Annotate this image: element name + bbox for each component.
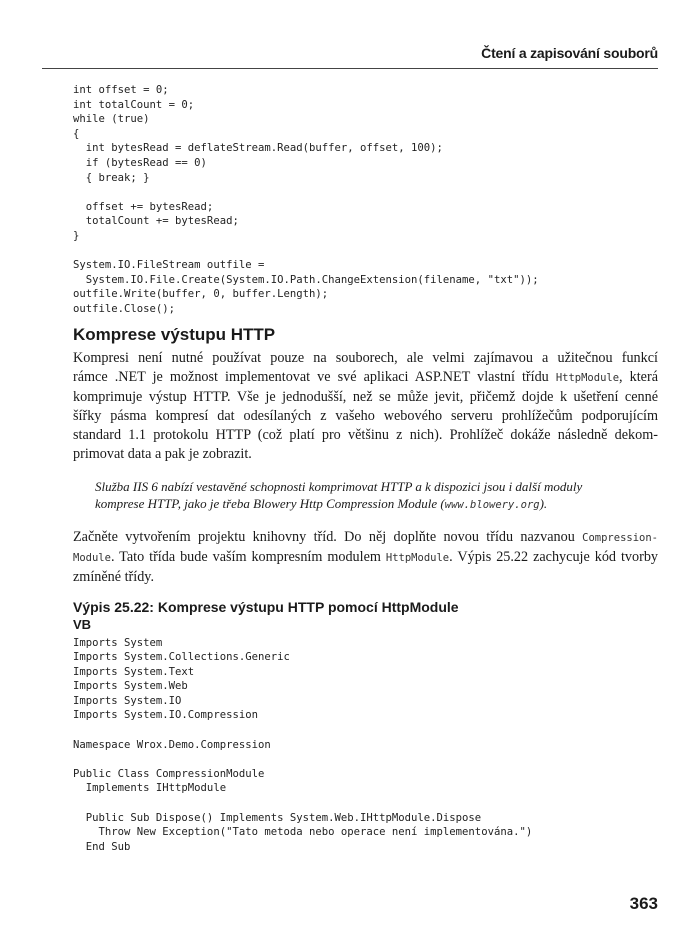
code-line: outfile.Close(); [73,302,176,315]
code-line: int offset = 0; [73,84,169,96]
note-line: Služba IIS 6 nabízí vestavěné schopnosti komprimovat HTTP a k dispozici jsou i další moduly [95,478,583,494]
code-line [73,723,658,738]
text-line: zmíněné třídy. [73,568,155,585]
paragraph-instructions [73,528,658,587]
text-line: šířky pásma kompresí dat odesílaných z vašeho webového serveru prohlížečům podporujícím [73,407,658,424]
text-line: Kompresi není nutné používat pouze na souborech, ale velmi zajímavou a užitečnou funkcí [73,349,658,366]
text-line [73,528,658,548]
code-line: Namespace Wrox.Demo.Compression [73,738,271,751]
code-line: { [73,127,80,140]
paragraph-intro [73,349,658,464]
header-rule [42,68,658,69]
code-line [73,796,658,811]
inline-code: HttpModule [385,551,450,564]
code-line: Imports System.IO [73,694,182,707]
text-line [73,368,658,388]
code-line: Imports System.Web [73,680,188,693]
inline-code: HttpModule [555,371,620,384]
inline-code: www.blowery.org [444,498,540,511]
running-header-title: Čtení a zapisování souborů [481,45,658,61]
code-line [73,244,658,259]
code-line: } [73,229,80,242]
code-line: totalCount += bytesRead; [73,215,239,228]
code-line: Imports System.Collections.Generic [73,651,290,664]
text-run: . Tato třída bude vaším kompresním modulem [110,548,386,565]
code-line: offset += bytesRead; [73,200,214,213]
listing-title: Výpis 25.22: Komprese výstupu HTTP pomocí HttpModule [73,598,459,615]
code-line: System.IO.FileStream outfile = [73,259,265,272]
code-line: System.IO.File.Create(System.IO.Path.ChangeExtension(filename, "txt")); [73,273,539,286]
note-line [95,495,658,514]
text-run: , která [619,368,658,385]
code-line: Throw New Exception("Tato metoda nebo operace není implementována.") [73,826,533,839]
section-heading: Komprese výstupu HTTP [73,324,276,344]
page-content [73,83,658,854]
code-line: Public Sub Dispose() Implements System.Web.IHttpModule.Dispose [73,811,482,824]
code-line: int bytesRead = deflateStream.Read(buffer, offset, 100); [73,142,443,155]
code-block-csharp [73,83,658,317]
code-line: Imports System [73,636,163,649]
code-line: outfile.Write(buffer, 0, buffer.Length); [73,288,329,301]
text-line: komprimuje výstup HTTP. Vše je jednodušší, než se může jevit, přičemž dojde k ušetření cenné [73,388,658,405]
text-run: Začněte vytvořením projektu knihovny tříd. Do něj doplňte novou třídu nazvanou [73,528,583,545]
code-line: if (bytesRead == 0) [73,156,207,169]
code-line: Imports System.Text [73,665,195,678]
text-line [73,548,658,568]
text-line: standard 1.1 protokolu HTTP (což platí pro většinu z nich). Prohlížeč dokáže následně dekom- [73,426,658,443]
inline-code: Compression- [582,531,658,544]
page-number: 363 [629,894,658,913]
language-label: VB [73,616,92,632]
text-run: rámce .NET je možnost implementovat ve své aplikaci ASP.NET vlastní třídu [73,368,556,385]
code-line: Public Class CompressionModule [73,767,265,780]
code-line: int totalCount = 0; [73,98,195,111]
code-block-vb [73,636,658,855]
code-line [73,185,658,200]
code-line: while (true) [73,113,150,126]
text-line: primovat data a pak je zobrazit. [73,445,252,462]
inline-code: Module [73,551,111,564]
text-run: . Výpis 25.22 zachycuje kód tvorby [449,548,659,565]
code-line: Imports System.IO.Compression [73,709,258,722]
note-box [95,478,658,514]
code-line: End Sub [73,840,131,853]
code-line: { break; } [73,171,150,184]
code-line: Implements IHttpModule [73,782,227,795]
text-run: komprese HTTP, jako je třeba Blowery Http Compression Module ( [95,495,445,511]
text-run: ). [539,495,548,511]
code-line [73,752,658,767]
